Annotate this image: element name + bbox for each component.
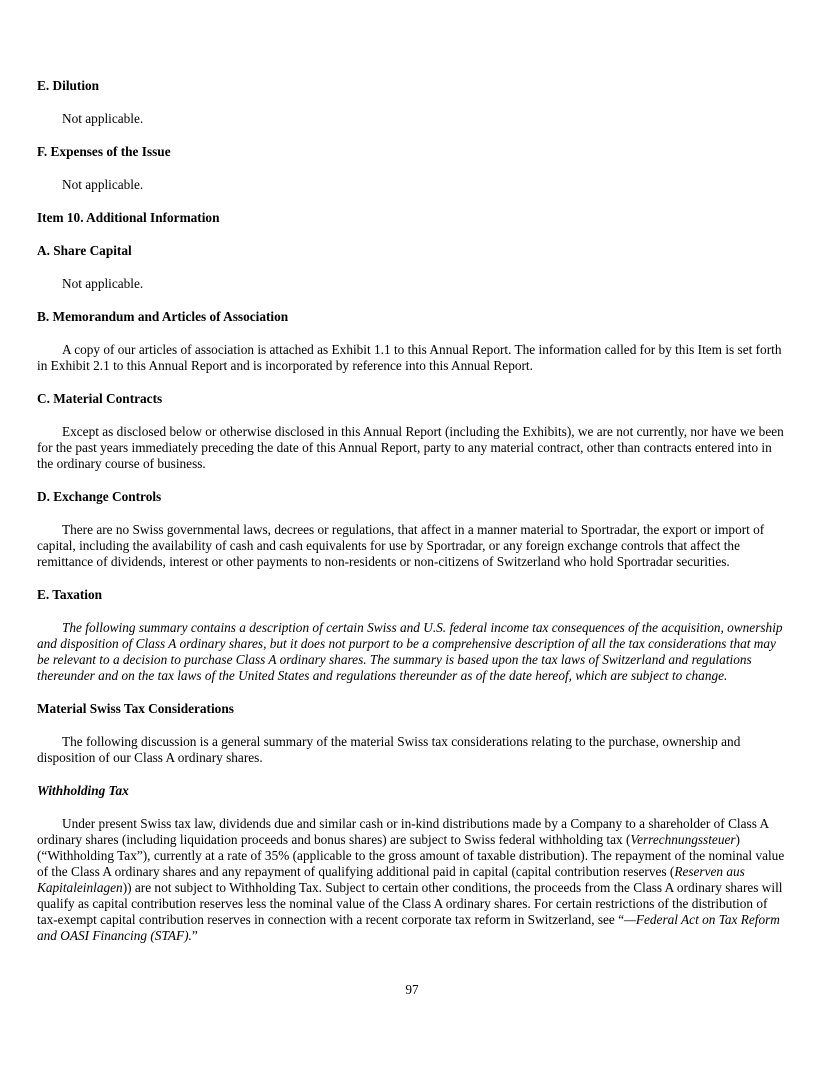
heading-material-swiss-tax-considerations-run: Material Swiss Tax Considerations [37,701,234,716]
heading-item-10-additional-information-run: Item 10. Additional Information [37,210,220,225]
heading-d-exchange-controls [37,489,787,505]
para-material-contracts-run: Except as disclosed below or otherwise disclosed in this Annual Report (including the Exhibits), we are not currently, nor have we been for the past years immediately preceding the date of this Annual Report, party to any material contract, other than contracts entered into in the ordinary course of business. [37,424,784,471]
para-withholding-tax-run: ) (“Withholding Tax”), currently at a rate of 35% (applicable to the gross amount of taxable distribution). The repayment of the nominal value of the Class A ordinary shares and any repayment of qualifying additional paid in capital (capital contribution reserves ( [37,832,785,879]
para-expenses-not-applicable [37,177,787,193]
heading-withholding-tax [37,783,787,799]
heading-a-share-capital-run: A. Share Capital [37,243,132,258]
para-expenses-not-applicable-run: Not applicable. [62,177,144,192]
heading-e-dilution [37,78,787,94]
para-withholding-tax-run: —Federal Act on Tax Reform and OASI Financing (STAF). [37,912,780,943]
document-body [37,78,787,961]
para-taxation-summary [37,620,787,684]
heading-b-memorandum-articles [37,309,787,325]
heading-e-dilution-run: E. Dilution [37,78,100,93]
heading-item-10-additional-information [37,210,787,226]
heading-a-share-capital [37,243,787,259]
heading-f-expenses-of-the-issue [37,144,787,160]
heading-material-swiss-tax-considerations [37,701,787,717]
heading-d-exchange-controls-run: D. Exchange Controls [37,489,162,504]
para-withholding-tax-run: Under present Swiss tax law, dividends due and similar cash or in-kind distributions made by a Company to a shareholder of Class A ordinary shares (including liquidation proceeds and bonus shares) are subject to Swiss federal withholding tax ( [37,816,769,847]
para-withholding-tax-run: ” [191,928,198,943]
para-share-capital-not-applicable [37,276,787,292]
heading-c-material-contracts [37,391,787,407]
para-withholding-tax-run: Reserven aus Kapitaleinlagen [37,864,745,895]
para-memorandum-articles-run: A copy of our articles of association is attached as Exhibit 1.1 to this Annual Report. The information called for by this Item is set forth in Exhibit 2.1 to this Annual Report and is incorporated by reference into this Annual Report. [37,342,782,373]
heading-e-taxation [37,587,787,603]
para-withholding-tax-run: Verrechnungssteuer [630,832,736,847]
para-swiss-tax-discussion [37,734,787,766]
heading-c-material-contracts-run: C. Material Contracts [37,391,163,406]
para-withholding-tax-run: )) are not subject to Withholding Tax. Subject to certain other conditions, the proceeds from the Class A ordinary shares will qualify as capital contribution reserves less the nominal value of the Class A ordinary shares. For certain restrictions of the distribution of tax-exempt capital contribution reserves in connection with a recent corporate tax reform in Switzerland, see “ [37,880,783,927]
para-dilution-not-applicable-run: Not applicable. [62,111,144,126]
heading-f-expenses-of-the-issue-run: F. Expenses of the Issue [37,144,171,159]
para-taxation-summary-run: The following summary contains a description of certain Swiss and U.S. federal income tax consequences of the acquisition, ownership and disposition of Class A ordinary shares, but it does not purport to be a comprehensive description of all the tax considerations that may be relevant to a decision to purchase Class A ordinary shares. The summary is based upon the tax laws of Switzerland and regulations thereunder and on the tax laws of the United States and regulations thereunder as of the date hereof, which are subject to change. [37,620,783,683]
para-share-capital-not-applicable-run: Not applicable. [62,276,144,291]
page-number: 97 [405,982,419,997]
para-memorandum-articles [37,342,787,374]
para-withholding-tax [37,816,787,944]
para-swiss-tax-discussion-run: The following discussion is a general summary of the material Swiss tax considerations relating to the purchase, ownership and disposition of our Class A ordinary shares. [37,734,741,765]
para-exchange-controls [37,522,787,570]
para-material-contracts [37,424,787,472]
para-exchange-controls-run: There are no Swiss governmental laws, decrees or regulations, that affect in a manner material to Sportradar, the export or import of capital, including the availability of cash and cash equivalents for use by Sportradar, or any foreign exchange controls that affect the remittance of dividends, interest or other payments to non-residents or non-citizens of Switzerland who hold Sportradar securities. [37,522,765,569]
para-dilution-not-applicable [37,111,787,127]
heading-withholding-tax-run: Withholding Tax [37,783,129,798]
heading-e-taxation-run: E. Taxation [37,587,103,602]
heading-b-memorandum-articles-run: B. Memorandum and Articles of Association [37,309,289,324]
